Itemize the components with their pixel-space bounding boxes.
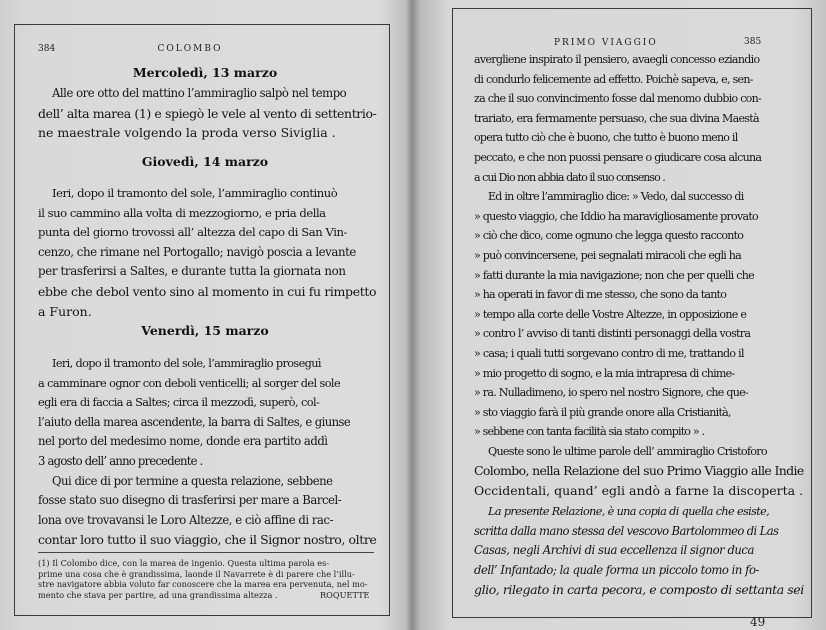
text-line: egli era di faccia a Saltes; circa il mezzodì, superò, col- bbox=[38, 395, 320, 410]
text-line: » ha operati in favor di me stesso, che sono da tanto bbox=[474, 288, 727, 302]
footnote-line: stre navigatore abbia voluto far conoscere che la marea era pervenuta, nel mo- bbox=[38, 579, 368, 590]
text-line: Ieri, dopo il tramonto del sole, l’ammiraglio continuò bbox=[52, 186, 338, 200]
text-line: per trasferirsi a Saltes, e durante tutta la giornata non bbox=[38, 264, 346, 279]
text-line: l’aiuto della marea ascendente, la barra di Saltes, e giunse bbox=[38, 414, 351, 429]
text-line: Colombo, nella Relazione del suo Primo Viaggio alle Indie bbox=[474, 463, 804, 479]
text-line: » tempo alla corte delle Vostre Altezze, in opposizione e bbox=[474, 307, 747, 321]
right-page-number: 385 bbox=[744, 37, 762, 47]
text-line: Ed in oltre l’ammiraglio dice: » Vedo, dal successo di bbox=[488, 190, 744, 204]
text-line: Ieri, dopo il tramonto del sole, l’ammiraglio proseguì bbox=[52, 356, 321, 370]
italic-line: dell’ Infantado; la quale forma un piccolo tomo in fo- bbox=[474, 562, 759, 577]
italic-line: scritta dalla mano stessa del vescovo Bartolommeo di Las bbox=[474, 523, 779, 538]
section-body bbox=[38, 84, 376, 143]
footnote-line: prime una cosa che è grandissima, laonde il Navarrete è di parere che l’illu- bbox=[38, 568, 355, 579]
footnote-author: ROQUETTE bbox=[320, 590, 370, 600]
text-line: punta del giorno trovossi all’ altezza del capo di San Vin- bbox=[38, 225, 347, 240]
text-line: » può convincersene, pei segnalati miracoli che egli ha bbox=[474, 248, 741, 262]
signature-mark: 49 bbox=[750, 615, 766, 629]
text-line: » ra. Nulladimeno, io spero nel nostro Signore, che que- bbox=[474, 386, 748, 400]
text-line: » questo viaggio, che Iddio ha maravigliosamente provato bbox=[474, 209, 758, 223]
text-line: Qui dice di por termine a questa relazione, sebbene bbox=[52, 473, 333, 488]
left-page-number: 384 bbox=[38, 44, 56, 54]
left-page bbox=[0, 0, 410, 630]
text-line: dell’ alta marea (1) e spiegò le vele al vento di settentrio- bbox=[38, 105, 377, 121]
text-line: Occidentali, quand’ egli andò a farne la discoperta . bbox=[474, 483, 804, 499]
text-line: a Furon. bbox=[38, 303, 92, 319]
italic-line: La presente Relazione, è una copia di quella che esiste, bbox=[488, 505, 770, 518]
section-heading: Mercoledì, 13 marzo bbox=[132, 65, 278, 80]
text-line: 3 agosto dell’ anno precedente . bbox=[38, 453, 203, 468]
text-line: » ciò che dico, come ognuno che legga questo racconto bbox=[474, 229, 744, 243]
section-body bbox=[38, 354, 376, 550]
text-line: ne maestrale volgendo la proda verso Siviglia . bbox=[38, 125, 336, 141]
text-line: za che il suo convincimento fosse dal menomo dubbio con- bbox=[474, 92, 761, 106]
left-running-head: COLOMBO bbox=[157, 44, 223, 54]
section-body bbox=[38, 184, 376, 321]
text-line: trariato, era fermamente persuaso, che sua divina Maestà bbox=[474, 111, 759, 125]
footnote-line: (1) Il Colombo dice, con la marea de ingenio. Questa ultima parola es- bbox=[38, 558, 330, 568]
text-line: » sto viaggio farà il più grande onore alla Cristianità, bbox=[474, 405, 731, 419]
text-line: Queste sono le ultime parole dell’ ammiraglio Cristoforo bbox=[488, 444, 767, 458]
footnote-rule bbox=[38, 552, 374, 553]
main-body bbox=[474, 50, 804, 501]
right-running-head: PRIMO VIAGGIO bbox=[554, 38, 658, 48]
text-line: opera tutto ciò che è buono, che tutto è buono meno il bbox=[474, 131, 738, 145]
text-line: fosse stato suo disegno di trasferirsi per mare a Barcel- bbox=[38, 493, 342, 508]
text-line: di condurlo felicemente ad effetto. Poichè sapeva, e, sen- bbox=[474, 72, 753, 86]
text-line: » mio progetto di sogno, e la mia intrapresa di chime- bbox=[474, 366, 735, 380]
right-page bbox=[414, 0, 826, 630]
text-line: il suo cammino alla volta di mezzogiorno, e pria della bbox=[38, 205, 326, 220]
section-heading: Giovedì, 14 marzo bbox=[141, 154, 269, 169]
text-line: peccato, e che non puossi pensare o giudicare cosa alcuna bbox=[474, 150, 762, 164]
text-line: » sebbene con tanta facilità sia stato compito » . bbox=[474, 425, 705, 439]
text-line: Alle ore otto del mattino l’ammiraglio salpò nel tempo bbox=[52, 86, 347, 100]
text-line: » contro l’ avviso di tanti distinti personaggi della vostra bbox=[474, 327, 751, 341]
italic-line: glio, rilegato in carta pecora, e composto di settanta sei bbox=[474, 582, 804, 598]
text-line: a camminare ognor con deboli venticelli; al sorger del sole bbox=[38, 375, 341, 390]
italic-note bbox=[474, 502, 804, 600]
text-line: nel porto del medesimo nome, donde era partito addì bbox=[38, 434, 328, 449]
text-line: » casa; i quali tutti sorgevano contro di me, trattando il bbox=[474, 346, 744, 360]
text-line: a cui Dio non abbia dato il suo consenso . bbox=[474, 170, 665, 184]
text-line: » fatti durante la mia navigazione; non che per quelli che bbox=[474, 268, 755, 282]
section-heading: Venerdì, 15 marzo bbox=[141, 323, 269, 338]
text-line: cenzo, che rimane nel Portogallo; navigò poscia a levante bbox=[38, 244, 356, 259]
footnote bbox=[38, 558, 368, 600]
text-line: contar loro tutto il suo viaggio, che il Signor nostro, oltre bbox=[38, 532, 377, 548]
text-line: ebbe che debol vento sino al momento in cui fu rimpetto bbox=[38, 283, 377, 299]
footnote-line: mento che stava per partire, ad una grandissima altezza . bbox=[38, 589, 278, 600]
italic-line: Casas, negli Archivi di sua eccellenza il signor duca bbox=[474, 543, 754, 558]
text-line: avergliene inspirato il pensiero, avaegli concesso eziandio bbox=[474, 53, 760, 66]
text-line: lona ove trovavansi le Loro Altezze, e ciò affine di rac- bbox=[38, 512, 334, 527]
